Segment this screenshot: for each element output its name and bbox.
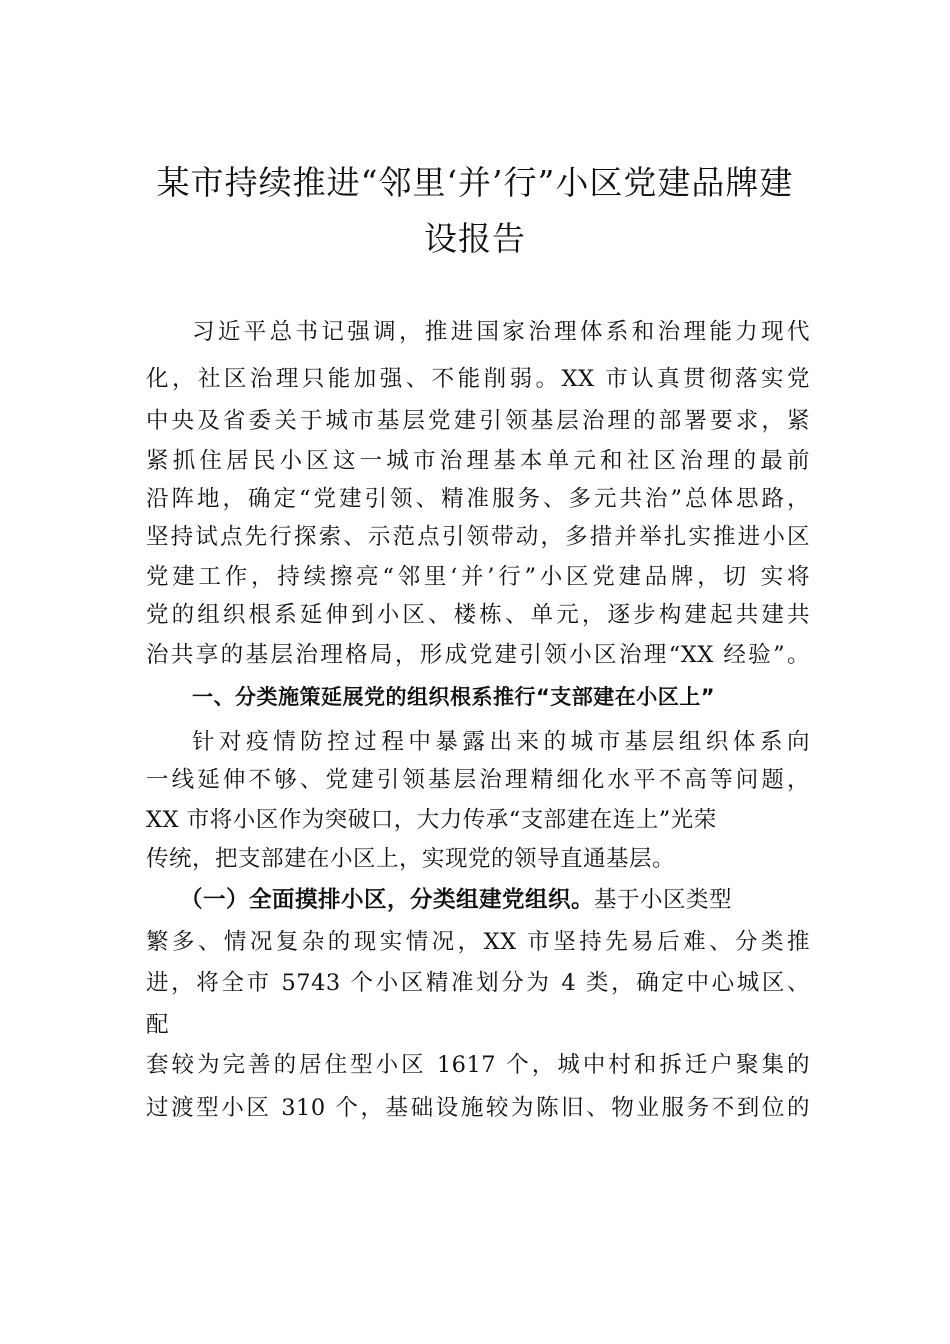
paragraph-line: 配 [146, 1012, 170, 1038]
title-line-2: 设报告 [424, 219, 526, 258]
paragraph-line: 紧抓住居民小区这一城市治理基本单元和社区治理的最前 [146, 448, 810, 474]
paragraph-line: 化，社区治理只能加强、不能削弱。XX 市认真贯彻落实党 [146, 366, 810, 392]
paragraph-line: 繁多、情况复杂的现实情况，XX 市坚持先易后难、分类推 [146, 929, 810, 955]
document-title [120, 155, 830, 267]
subsection-heading: （一）全面摸排小区，分类组建党组织。 [180, 887, 595, 913]
paragraph-line: 党的组织根系延伸到小区、楼栋、单元，逐步构建起共建共 [146, 602, 810, 628]
paragraph-line: 中央及省委关于城市基层党建引领基层治理的部署要求，紧 [146, 408, 810, 434]
paragraph-line: 习近平总书记强调，推进国家治理体系和治理能力现代 [192, 319, 810, 345]
title-line-1: 某市持续推进“邻里‘并’行”小区党建品牌建 [156, 163, 794, 202]
section-heading: 一、分类施策延展党的组织根系推行“支部建在小区上” [192, 685, 716, 709]
paragraph-line: 进，将全市 5743 个小区精准划分为 4 类，确定中心城区、 [146, 970, 810, 996]
subsection-text: 基于小区类型 [594, 887, 733, 913]
paragraph-line: 传统，把支部建在小区上，实现党的领导直通基层。 [146, 846, 676, 872]
paragraph-line: 坚持试点先行探索、示范点引领带动，多措并举扎实推进小区 [146, 524, 810, 550]
paragraph-line: 治共享的基层治理格局，形成党建引领小区治理“XX 经验”。 [146, 642, 810, 668]
paragraph-line: 党建工作，持续擦亮“邻里‘并’行”小区党建品牌，切 实将 [146, 564, 810, 590]
paragraph-line: XX 市将小区作为突破口，大力传承“支部建在连上”光荣 [146, 807, 717, 833]
subsection-lead-line [180, 885, 810, 915]
paragraph-line: 针对疫情防控过程中暴露出来的城市基层组织体系向 [192, 729, 810, 755]
paragraph-line: 过渡型小区 310 个，基础设施较为陈旧、物业服务不到位的 [146, 1095, 810, 1121]
paragraph-line: 一线延伸不够、党建引领基层治理精细化水平不高等问题， [146, 767, 810, 793]
paragraph-line: 沿阵地，确定“党建引领、精准服务、多元共治”总体思路， [146, 486, 810, 512]
paragraph-line: 套较为完善的居住型小区 1617 个，城中村和拆迁户聚集的 [146, 1052, 810, 1078]
